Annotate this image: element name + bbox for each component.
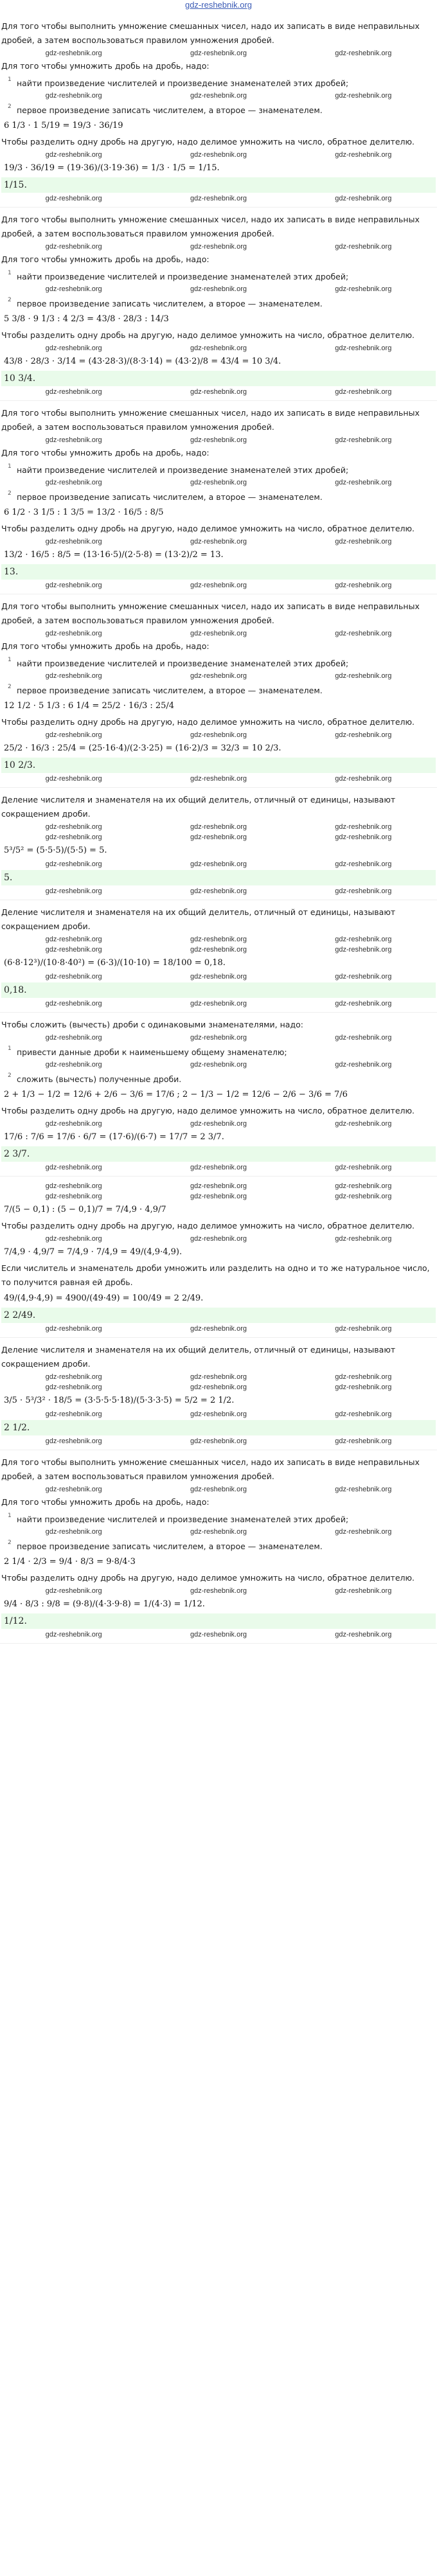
watermark-text: gdz-reshebnik.org <box>190 1193 247 1200</box>
watermark-text: gdz-reshebnik.org <box>190 1034 247 1042</box>
rule-paragraph: Для того чтобы умножить дробь на дробь, надо: <box>1 254 210 264</box>
watermark-text: gdz-reshebnik.org <box>190 1410 247 1418</box>
watermark-text: gdz-reshebnik.org <box>190 479 247 486</box>
watermark-text: gdz-reshebnik.org <box>335 151 392 159</box>
watermark-text: gdz-reshebnik.org <box>335 1486 392 1493</box>
watermark-row <box>1 1182 436 1191</box>
list-item-text: первое произведение записать числителем, а второе — знаменателем. <box>17 686 323 695</box>
watermark-text: gdz-reshebnik.org <box>45 775 102 783</box>
watermark-text: gdz-reshebnik.org <box>335 1164 392 1171</box>
watermark-text: gdz-reshebnik.org <box>45 1061 102 1069</box>
list-item-number: 2 <box>8 1540 12 1546</box>
solution-block <box>0 14 437 208</box>
watermark-text: gdz-reshebnik.org <box>45 1587 102 1595</box>
watermark-text: gdz-reshebnik.org <box>190 388 247 396</box>
watermark-text: gdz-reshebnik.org <box>45 388 102 396</box>
solution-block <box>0 1177 437 1338</box>
watermark-text: gdz-reshebnik.org <box>190 1182 247 1190</box>
watermark-text: gdz-reshebnik.org <box>335 479 392 486</box>
watermark-text: gdz-reshebnik.org <box>335 1182 392 1190</box>
list-item-text: найти произведение числителей и произведение знаменателей этих дробей; <box>17 1515 349 1524</box>
solution-block <box>0 1013 437 1177</box>
watermark-text: gdz-reshebnik.org <box>45 731 102 739</box>
list-item-number: 2 <box>8 490 12 497</box>
watermark-row <box>1 1033 436 1042</box>
list-item-number: 2 <box>8 297 12 303</box>
note-paragraph: Если числитель и знаменатель дроби умножить или разделить на одно и то же натуральное число, то получится равная ей дробь. <box>1 1263 430 1287</box>
watermark-row <box>1 1485 436 1494</box>
watermark-row <box>1 1383 436 1392</box>
answer-line: 13. <box>1 564 436 580</box>
math-expression: 7/4,9 · 4,9/7 = 7/4,9 · 7/4,9 = 49/(4,9·4,9). <box>4 1247 183 1257</box>
watermark-text: gdz-reshebnik.org <box>190 936 247 943</box>
rule-list-item <box>8 1045 436 1059</box>
intro-paragraph: Деление числителя и знаменателя на их общий делитель, отличный от единицы, называют сокращением дроби. <box>1 1345 396 1369</box>
watermark-text: gdz-reshebnik.org <box>45 1325 102 1333</box>
solution-block <box>0 788 437 900</box>
watermark-row <box>1 242 436 251</box>
watermark-row <box>1 1527 436 1536</box>
intro-paragraph: Деление числителя и знаменателя на их общий делитель, отличный от единицы, называют сокращением дроби. <box>1 907 396 931</box>
watermark-text: gdz-reshebnik.org <box>45 92 102 100</box>
watermark-row <box>1 387 436 396</box>
answer-line: 5. <box>1 870 436 885</box>
watermark-text: gdz-reshebnik.org <box>45 936 102 943</box>
watermark-row <box>1 1060 436 1069</box>
math-expression: 6 1/3 · 1 5/19 = 19/3 · 36/19 <box>4 121 123 130</box>
math-expression: 13/2 · 16/5 : 8/5 = (13·16·5)/(2·5·8) = (13·2)/2 = 13. <box>4 550 224 560</box>
watermark-row <box>1 344 436 353</box>
watermark-row <box>1 774 436 783</box>
watermark-row <box>1 1586 436 1595</box>
watermark-text: gdz-reshebnik.org <box>335 243 392 251</box>
watermark-row <box>1 629 436 638</box>
watermark-row <box>1 49 436 58</box>
intro-paragraph: Для того чтобы выполнить умножение смешанных чисел, надо их записать в виде неправильных дробей, а затем воспользоваться правилом умножения дробей. <box>1 1457 420 1481</box>
watermark-text: gdz-reshebnik.org <box>45 1034 102 1042</box>
watermark-text: gdz-reshebnik.org <box>45 243 102 251</box>
note-paragraph: Чтобы разделить одну дробь на другую, надо делимое умножить на число, обратное делителю. <box>1 1573 415 1583</box>
note-paragraph: Чтобы разделить одну дробь на другую, надо делимое умножить на число, обратное делителю. <box>1 137 415 147</box>
watermark-row <box>1 1192 436 1201</box>
watermark-text: gdz-reshebnik.org <box>45 1486 102 1493</box>
watermark-row <box>1 436 436 445</box>
math-expression: 2 1/4 · 2/3 = 9/4 · 8/3 = 9·8/4·3 <box>4 1557 136 1567</box>
watermark-text: gdz-reshebnik.org <box>190 1373 247 1381</box>
rule-list-item <box>8 103 436 117</box>
math-expression: 3/5 · 5³/3² · 18/5 = (3·5·5·5·18)/(5·3·3·5) = 5/2 = 2 1/2. <box>4 1396 235 1405</box>
watermark-text: gdz-reshebnik.org <box>45 436 102 444</box>
math-expression: 9/4 · 8/3 : 9/8 = (9·8)/(4·3·9·8) = 1/(4·3) = 1/12. <box>4 1599 205 1609</box>
watermark-text: gdz-reshebnik.org <box>190 151 247 159</box>
watermark-text: gdz-reshebnik.org <box>190 582 247 589</box>
intro-paragraph: Деление числителя и знаменателя на их общий делитель, отличный от единицы, называют сокращением дроби. <box>1 795 396 819</box>
intro-paragraph: Для того чтобы выполнить умножение смешанных чисел, надо их записать в виде неправильных дробей, а затем воспользоваться правилом умножения дробей. <box>1 408 420 432</box>
watermark-text: gdz-reshebnik.org <box>45 1528 102 1536</box>
rule-list-item <box>8 270 436 283</box>
watermark-text: gdz-reshebnik.org <box>335 285 392 293</box>
rule-paragraph: Для того чтобы умножить дробь на дробь, надо: <box>1 1497 210 1507</box>
rule-list-item <box>8 76 436 90</box>
watermark-text: gdz-reshebnik.org <box>45 1000 102 1008</box>
watermark-text: gdz-reshebnik.org <box>45 887 102 895</box>
watermark-text: gdz-reshebnik.org <box>335 731 392 739</box>
watermark-text: gdz-reshebnik.org <box>190 344 247 352</box>
rule-list-item <box>8 684 436 697</box>
math-expression: 6 1/2 · 3 1/5 : 1 3/5 = 13/2 · 16/5 : 8/5 <box>4 508 164 517</box>
rule-list-item <box>8 657 436 670</box>
watermark-text: gdz-reshebnik.org <box>335 630 392 637</box>
watermark-text: gdz-reshebnik.org <box>335 1528 392 1536</box>
watermark-text: gdz-reshebnik.org <box>335 1587 392 1595</box>
watermark-row <box>1 731 436 740</box>
rule-list-item <box>8 1513 436 1526</box>
watermark-text: gdz-reshebnik.org <box>190 1000 247 1008</box>
watermark-text: gdz-reshebnik.org <box>335 833 392 841</box>
rule-list-item <box>8 1072 436 1086</box>
math-expression: (6·8·12³)/(10·8·40²) = (6·3)/(10·10) = 18/100 = 0,18. <box>4 958 226 968</box>
watermark-text: gdz-reshebnik.org <box>190 1383 247 1391</box>
list-item-number: 1 <box>8 657 12 663</box>
note-paragraph: Чтобы разделить одну дробь на другую, надо делимое умножить на число, обратное делителю. <box>1 1106 415 1115</box>
watermark-text: gdz-reshebnik.org <box>190 887 247 895</box>
watermark-text: gdz-reshebnik.org <box>190 436 247 444</box>
math-expression: 12 1/2 · 5 1/3 : 6 1/4 = 25/2 · 16/3 : 25/4 <box>4 701 175 711</box>
watermark-text: gdz-reshebnik.org <box>335 1034 392 1042</box>
watermark-row <box>1 1372 436 1381</box>
watermark-text: gdz-reshebnik.org <box>335 49 392 57</box>
math-expression: 19/3 · 36/19 = (19·36)/(3·19·36) = 1/3 · 1/5 = 1/15. <box>4 163 220 173</box>
watermark-text: gdz-reshebnik.org <box>335 1000 392 1008</box>
list-item-number: 1 <box>8 76 12 83</box>
watermark-row <box>1 999 436 1008</box>
watermark-text: gdz-reshebnik.org <box>45 1164 102 1171</box>
watermark-text: gdz-reshebnik.org <box>45 344 102 352</box>
watermark-text: gdz-reshebnik.org <box>335 1061 392 1069</box>
list-item-number: 1 <box>8 1045 12 1052</box>
solution-block <box>0 208 437 401</box>
watermark-text: gdz-reshebnik.org <box>45 195 102 202</box>
watermark-text: gdz-reshebnik.org <box>45 582 102 589</box>
watermark-row <box>1 822 436 831</box>
watermark-text: gdz-reshebnik.org <box>45 1120 102 1128</box>
watermark-text: gdz-reshebnik.org <box>190 538 247 546</box>
watermark-row <box>1 860 436 869</box>
watermark-text: gdz-reshebnik.org <box>45 1383 102 1391</box>
math-expression: 5 3/8 · 9 1/3 : 4 2/3 = 43/8 · 28/3 : 14/3 <box>4 314 169 324</box>
watermark-text: gdz-reshebnik.org <box>335 672 392 680</box>
answer-line: 10 2/3. <box>1 758 436 773</box>
watermark-row <box>1 285 436 294</box>
list-item-number: 1 <box>8 1513 12 1519</box>
math-expression: 25/2 · 16/3 : 25/4 = (25·16·4)/(2·3·25) = (16·2)/3 = 32/3 = 10 2/3. <box>4 743 281 753</box>
watermark-text: gdz-reshebnik.org <box>335 1120 392 1128</box>
watermark-text: gdz-reshebnik.org <box>190 1235 247 1243</box>
watermark-text: gdz-reshebnik.org <box>190 672 247 680</box>
watermark-row <box>1 478 436 487</box>
note-paragraph: Чтобы разделить одну дробь на другую, надо делимое умножить на число, обратное делителю. <box>1 717 415 727</box>
watermark-text: gdz-reshebnik.org <box>335 538 392 546</box>
watermark-row <box>1 671 436 680</box>
note-paragraph: Чтобы разделить одну дробь на другую, надо делимое умножить на число, обратное делителю. <box>1 1221 415 1230</box>
watermark-row <box>1 1119 436 1128</box>
watermark-text: gdz-reshebnik.org <box>190 1631 247 1639</box>
watermark-text: gdz-reshebnik.org <box>335 1437 392 1445</box>
watermark-text: gdz-reshebnik.org <box>190 1437 247 1445</box>
watermark-row <box>1 150 436 159</box>
answer-line: 2 2/49. <box>1 1308 436 1323</box>
rule-paragraph: Для того чтобы умножить дробь на дробь, надо: <box>1 61 210 71</box>
math-expression: 7/(5 − 0,1) : (5 − 0,1)/7 = 7/4,9 · 4,9/7 <box>4 1205 166 1214</box>
watermark-text: gdz-reshebnik.org <box>45 973 102 981</box>
math-expression: 17/6 : 7/6 = 17/6 · 6/7 = (17·6)/(6·7) = 17/7 = 2 3/7. <box>4 1132 224 1142</box>
solution-block <box>0 401 437 594</box>
rule-paragraph: Для того чтобы умножить дробь на дробь, надо: <box>1 448 210 457</box>
watermark-text: gdz-reshebnik.org <box>45 946 102 954</box>
watermark-text: gdz-reshebnik.org <box>190 860 247 868</box>
watermark-text: gdz-reshebnik.org <box>335 973 392 981</box>
watermark-text: gdz-reshebnik.org <box>335 388 392 396</box>
rule-paragraph: Для того чтобы умножить дробь на дробь, надо: <box>1 641 210 651</box>
watermark-text: gdz-reshebnik.org <box>335 1373 392 1381</box>
math-expression: 5³/5² = (5·5·5)/(5·5) = 5. <box>4 846 107 855</box>
intro-paragraph: Для того чтобы выполнить умножение смешанных чисел, надо их записать в виде неправильных дробей, а затем воспользоваться правилом умножения дробей. <box>1 21 420 45</box>
watermark-row <box>1 1630 436 1639</box>
answer-line: 1/15. <box>1 177 436 193</box>
solutions-list <box>0 14 437 1644</box>
watermark-text: gdz-reshebnik.org <box>190 1120 247 1128</box>
solution-block <box>0 900 437 1013</box>
list-item-text: найти произведение числителей и произведение знаменателей этих дробей; <box>17 465 349 475</box>
watermark-text: gdz-reshebnik.org <box>335 1631 392 1639</box>
watermark-text: gdz-reshebnik.org <box>45 823 102 831</box>
list-item-number: 1 <box>8 463 12 470</box>
watermark-text: gdz-reshebnik.org <box>335 823 392 831</box>
watermark-text: gdz-reshebnik.org <box>45 479 102 486</box>
watermark-text: gdz-reshebnik.org <box>45 630 102 637</box>
math-expression: 43/8 · 28/3 · 3/14 = (43·28·3)/(8·3·14) = (43·2)/8 = 43/4 = 10 3/4. <box>4 357 281 366</box>
watermark-text: gdz-reshebnik.org <box>190 775 247 783</box>
watermark-text: gdz-reshebnik.org <box>335 436 392 444</box>
watermark-row <box>1 1163 436 1172</box>
watermark-text: gdz-reshebnik.org <box>335 1235 392 1243</box>
note-paragraph: Чтобы разделить одну дробь на другую, надо делимое умножить на число, обратное делителю. <box>1 524 415 533</box>
answer-line: 2 1/2. <box>1 1420 436 1435</box>
list-item-number: 1 <box>8 270 12 276</box>
watermark-row <box>1 1234 436 1243</box>
watermark-row <box>1 194 436 203</box>
intro-paragraph: Для того чтобы выполнить умножение смешанных чисел, надо их записать в виде неправильных дробей, а затем воспользоваться правилом умножения дробей. <box>1 215 420 238</box>
watermark-text: gdz-reshebnik.org <box>190 49 247 57</box>
list-item-text: первое произведение записать числителем, а второе — знаменателем. <box>17 299 323 308</box>
answer-line: 1/12. <box>1 1613 436 1629</box>
watermark-text: gdz-reshebnik.org <box>45 833 102 841</box>
watermark-text: gdz-reshebnik.org <box>335 344 392 352</box>
watermark-text: gdz-reshebnik.org <box>45 151 102 159</box>
watermark-text: gdz-reshebnik.org <box>190 1325 247 1333</box>
watermark-row <box>1 537 436 546</box>
watermark-text: gdz-reshebnik.org <box>335 1410 392 1418</box>
list-item-text: привести данные дроби к наименьшему общему знаменателю; <box>17 1047 287 1057</box>
rule-list-item <box>8 490 436 504</box>
watermark-text: gdz-reshebnik.org <box>335 195 392 202</box>
watermark-text: gdz-reshebnik.org <box>335 1325 392 1333</box>
watermark-text: gdz-reshebnik.org <box>45 1182 102 1190</box>
list-item-text: сложить (вычесть) полученные дроби. <box>17 1074 182 1084</box>
watermark-row <box>1 91 436 100</box>
math-expression: 2 + 1/3 − 1/2 = 12/6 + 2/6 − 3/6 = 17/6 ; 2 − 1/3 − 1/2 = 12/6 − 2/6 − 3/6 = 7/6 <box>4 1090 348 1099</box>
site-header-link[interactable]: gdz-reshebnik.org <box>184 0 253 10</box>
watermark-text: gdz-reshebnik.org <box>45 1373 102 1381</box>
watermark-row <box>1 1324 436 1333</box>
watermark-row <box>1 972 436 981</box>
rule-list-item <box>8 297 436 310</box>
solution-block <box>0 594 437 788</box>
intro-paragraph: Чтобы сложить (вычесть) дроби с одинаковыми знаменателями, надо: <box>1 1020 303 1029</box>
answer-line: 0,18. <box>1 982 436 998</box>
watermark-text: gdz-reshebnik.org <box>190 731 247 739</box>
watermark-text: gdz-reshebnik.org <box>335 582 392 589</box>
list-item-number: 2 <box>8 684 12 690</box>
watermark-text: gdz-reshebnik.org <box>45 538 102 546</box>
list-item-number: 2 <box>8 1072 12 1079</box>
watermark-text: gdz-reshebnik.org <box>335 1193 392 1200</box>
watermark-text: gdz-reshebnik.org <box>45 49 102 57</box>
rule-list-item <box>8 463 436 477</box>
watermark-text: gdz-reshebnik.org <box>45 1437 102 1445</box>
watermark-row <box>1 1437 436 1446</box>
watermark-row <box>1 581 436 590</box>
list-item-text: первое произведение записать числителем, а второе — знаменателем. <box>17 1541 323 1551</box>
watermark-text: gdz-reshebnik.org <box>190 1061 247 1069</box>
watermark-text: gdz-reshebnik.org <box>45 860 102 868</box>
list-item-text: найти произведение числителей и произведение знаменателей этих дробей; <box>17 78 349 88</box>
watermark-text: gdz-reshebnik.org <box>45 1235 102 1243</box>
list-item-number: 2 <box>8 103 12 110</box>
watermark-text: gdz-reshebnik.org <box>190 243 247 251</box>
watermark-text: gdz-reshebnik.org <box>190 946 247 954</box>
watermark-text: gdz-reshebnik.org <box>190 195 247 202</box>
watermark-text: gdz-reshebnik.org <box>45 1193 102 1200</box>
watermark-row <box>1 935 436 944</box>
watermark-text: gdz-reshebnik.org <box>335 946 392 954</box>
watermark-text: gdz-reshebnik.org <box>335 1383 392 1391</box>
watermark-text: gdz-reshebnik.org <box>190 1486 247 1493</box>
solution-block <box>0 1338 437 1450</box>
watermark-text: gdz-reshebnik.org <box>190 92 247 100</box>
note-paragraph: Чтобы разделить одну дробь на другую, надо делимое умножить на число, обратное делителю. <box>1 330 415 340</box>
watermark-text: gdz-reshebnik.org <box>335 936 392 943</box>
watermark-text: gdz-reshebnik.org <box>335 92 392 100</box>
rule-list-item <box>8 1540 436 1553</box>
watermark-text: gdz-reshebnik.org <box>190 833 247 841</box>
watermark-row <box>1 833 436 842</box>
watermark-text: gdz-reshebnik.org <box>190 1528 247 1536</box>
watermark-row <box>1 887 436 896</box>
watermark-row <box>1 1410 436 1419</box>
list-item-text: первое произведение записать числителем, а второе — знаменателем. <box>17 492 323 502</box>
list-item-text: найти произведение числителей и произведение знаменателей этих дробей; <box>17 272 349 281</box>
watermark-text: gdz-reshebnik.org <box>335 887 392 895</box>
watermark-text: gdz-reshebnik.org <box>335 775 392 783</box>
intro-paragraph: Для того чтобы выполнить умножение смешанных чисел, надо их записать в виде неправильных дробей, а затем воспользоваться правилом умножения дробей. <box>1 601 420 625</box>
watermark-text: gdz-reshebnik.org <box>335 860 392 868</box>
watermark-text: gdz-reshebnik.org <box>45 1410 102 1418</box>
answer-line: 10 3/4. <box>1 371 436 386</box>
watermark-text: gdz-reshebnik.org <box>190 1587 247 1595</box>
watermark-text: gdz-reshebnik.org <box>45 672 102 680</box>
watermark-row <box>1 945 436 954</box>
list-item-text: первое произведение записать числителем, а второе — знаменателем. <box>17 105 323 115</box>
math-expression: 49/(4,9·4,9) = 4900/(49·49) = 100/49 = 2 2/49. <box>4 1293 204 1303</box>
watermark-text: gdz-reshebnik.org <box>190 630 247 637</box>
watermark-text: gdz-reshebnik.org <box>45 285 102 293</box>
watermark-text: gdz-reshebnik.org <box>190 1164 247 1171</box>
solution-block <box>0 1450 437 1644</box>
watermark-text: gdz-reshebnik.org <box>190 823 247 831</box>
answer-line: 2 3/7. <box>1 1146 436 1162</box>
watermark-text: gdz-reshebnik.org <box>45 1631 102 1639</box>
watermark-text: gdz-reshebnik.org <box>190 973 247 981</box>
watermark-text: gdz-reshebnik.org <box>190 285 247 293</box>
list-item-text: найти произведение числителей и произведение знаменателей этих дробей; <box>17 659 349 668</box>
